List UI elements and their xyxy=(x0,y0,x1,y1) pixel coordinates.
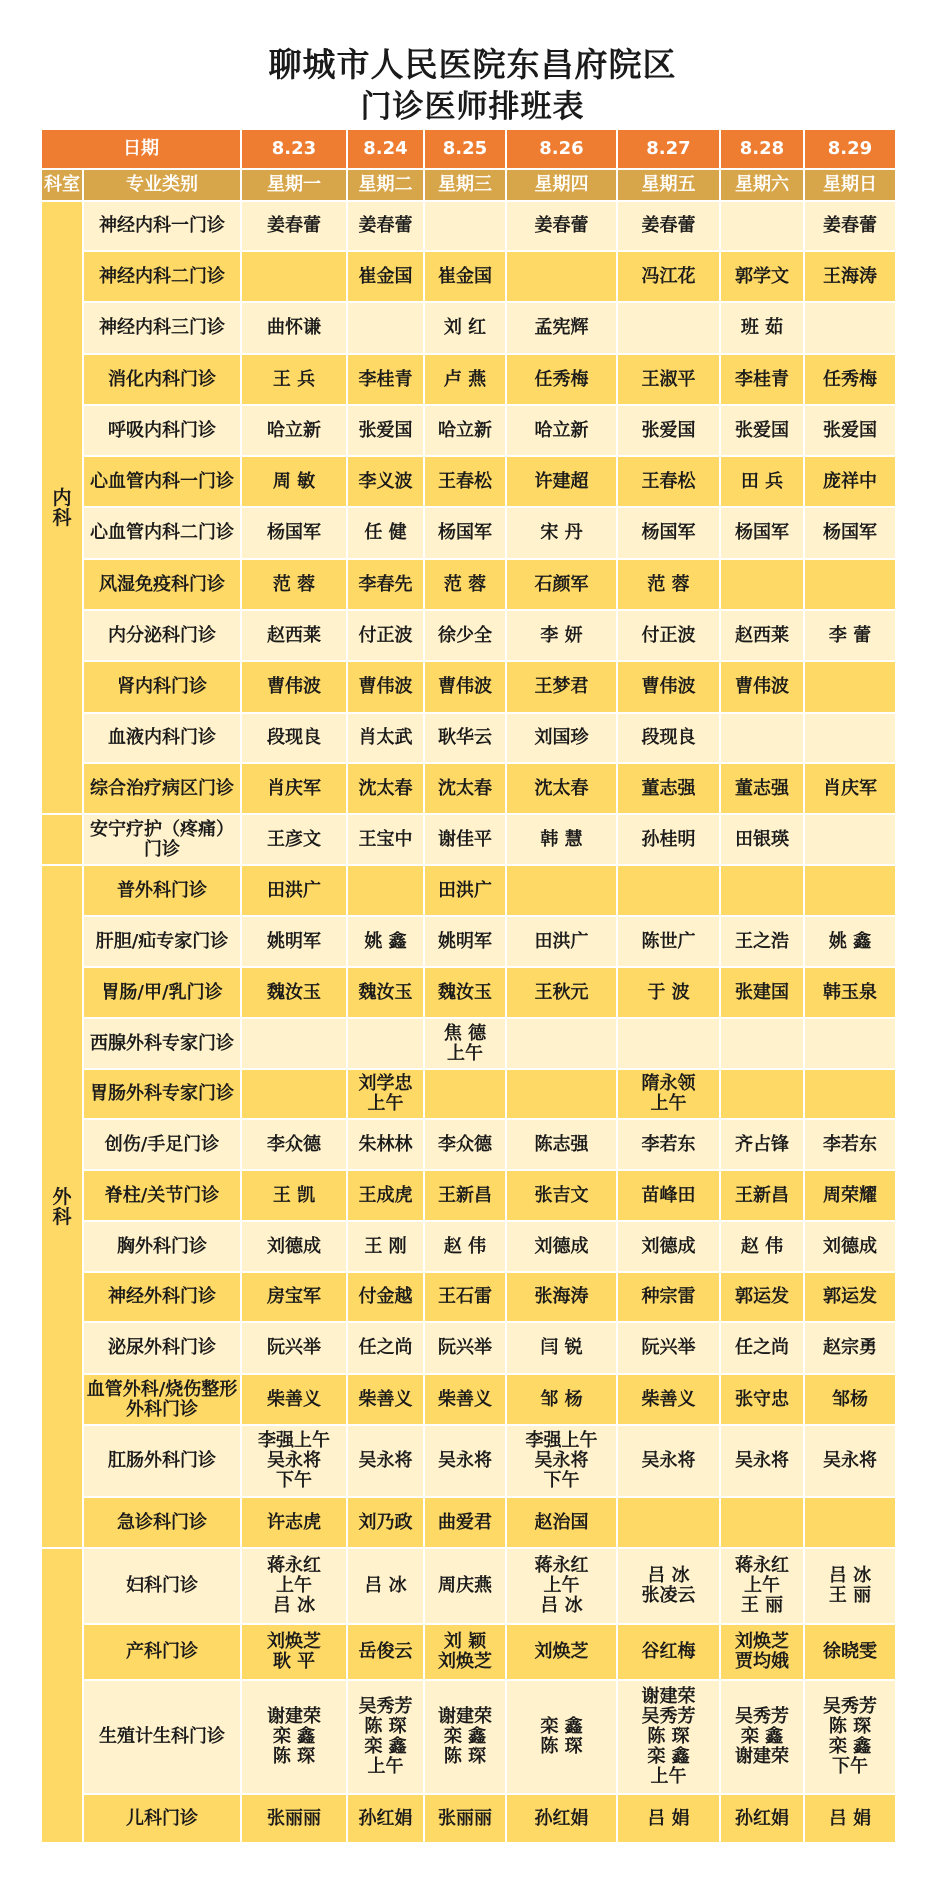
doctor-cell: 李众德 xyxy=(424,1119,506,1170)
doctor-cell: 沈太春 xyxy=(506,763,617,814)
doctor-cell: 付正波 xyxy=(347,610,424,661)
doctor-cell: 郭运发 xyxy=(804,1272,896,1322)
doctor-cell: 谢建荣 栾 鑫 陈 琛 xyxy=(424,1680,506,1794)
doctor-cell: 沈太春 xyxy=(424,763,506,814)
doctor-cell xyxy=(506,865,617,916)
doctor-cell: 张守忠 xyxy=(720,1374,804,1425)
doctor-cell: 王之浩 xyxy=(720,916,804,967)
schedule-row xyxy=(41,1069,896,1119)
schedule-row xyxy=(41,814,896,865)
doctor-cell: 吕 冰 张凌云 xyxy=(617,1548,720,1624)
doctor-cell xyxy=(720,713,804,763)
doctor-cell: 范 蓉 xyxy=(241,559,347,610)
doctor-cell: 许志虎 xyxy=(241,1497,347,1548)
doctor-cell: 杨国军 xyxy=(720,507,804,559)
doctor-cell: 姚明军 xyxy=(424,916,506,967)
doctor-cell xyxy=(506,1069,617,1119)
doctor-cell xyxy=(720,559,804,610)
doctor-cell: 哈立新 xyxy=(241,405,347,456)
doctor-cell: 哈立新 xyxy=(424,405,506,456)
doctor-cell: 周荣耀 xyxy=(804,1170,896,1221)
spec-header: 专业类别 xyxy=(83,169,241,201)
specialty-cell: 神经内科三门诊 xyxy=(83,302,241,354)
doctor-cell: 赵 伟 xyxy=(424,1221,506,1272)
weekday-cell: 星期二 xyxy=(347,169,424,201)
doctor-cell: 曲爱君 xyxy=(424,1497,506,1548)
weekday-cell: 星期四 xyxy=(506,169,617,201)
specialty-cell: 神经外科门诊 xyxy=(83,1272,241,1322)
specialty-cell: 产科门诊 xyxy=(83,1624,241,1680)
doctor-cell: 庞祥中 xyxy=(804,456,896,507)
specialty-cell: 肾内科门诊 xyxy=(83,661,241,713)
doctor-cell xyxy=(804,814,896,865)
doctor-cell xyxy=(804,713,896,763)
doctor-cell: 吴永将 xyxy=(424,1425,506,1497)
doctor-cell: 周庆燕 xyxy=(424,1548,506,1624)
doctor-cell: 孙桂明 xyxy=(617,814,720,865)
doctor-cell: 徐少全 xyxy=(424,610,506,661)
doctor-cell: 耿华云 xyxy=(424,713,506,763)
weekday-cell: 星期五 xyxy=(617,169,720,201)
date-header-row xyxy=(41,129,896,169)
specialty-cell: 神经内科二门诊 xyxy=(83,251,241,302)
specialty-cell: 综合治疗病区门诊 xyxy=(83,763,241,814)
doctor-cell: 任秀梅 xyxy=(804,354,896,405)
doctor-cell: 姚 鑫 xyxy=(347,916,424,967)
doctor-cell: 隋永领 上午 xyxy=(617,1069,720,1119)
doctor-cell: 任之尚 xyxy=(720,1322,804,1374)
doctor-cell: 刘 颖 刘焕芝 xyxy=(424,1624,506,1680)
specialty-cell: 普外科门诊 xyxy=(83,865,241,916)
doctor-cell: 肖庆军 xyxy=(241,763,347,814)
doctor-cell: 栾 鑫 陈 琛 xyxy=(506,1680,617,1794)
schedule-row xyxy=(41,1497,896,1548)
doctor-cell: 董志强 xyxy=(617,763,720,814)
doctor-cell: 张爱国 xyxy=(720,405,804,456)
doctor-cell: 王海涛 xyxy=(804,251,896,302)
specialty-cell: 急诊科门诊 xyxy=(83,1497,241,1548)
doctor-cell: 吴秀芳 栾 鑫 谢建荣 xyxy=(720,1680,804,1794)
doctor-cell: 吴永将 xyxy=(720,1425,804,1497)
doctor-cell: 王春松 xyxy=(424,456,506,507)
doctor-cell xyxy=(617,302,720,354)
schedule-row xyxy=(41,865,896,916)
doctor-cell: 吕 娟 xyxy=(804,1794,896,1843)
doctor-cell xyxy=(241,251,347,302)
weekday-cell: 星期三 xyxy=(424,169,506,201)
doctor-cell xyxy=(804,1069,896,1119)
schedule-row xyxy=(41,302,896,354)
doctor-cell: 朱林林 xyxy=(347,1119,424,1170)
schedule-row xyxy=(41,763,896,814)
doctor-cell: 刘 红 xyxy=(424,302,506,354)
schedule-row xyxy=(41,1221,896,1272)
doctor-cell: 刘焕芝 xyxy=(506,1624,617,1680)
doctor-cell: 孙红娟 xyxy=(347,1794,424,1843)
specialty-cell: 脊柱/关节门诊 xyxy=(83,1170,241,1221)
doctor-cell: 任之尚 xyxy=(347,1322,424,1374)
doctor-cell: 柴善义 xyxy=(424,1374,506,1425)
doctor-cell: 杨国军 xyxy=(241,507,347,559)
doctor-cell: 曹伟波 xyxy=(424,661,506,713)
schedule-row xyxy=(41,1548,896,1624)
doctor-cell: 吴秀芳 陈 琛 栾 鑫 下午 xyxy=(804,1680,896,1794)
doctor-cell: 张爱国 xyxy=(804,405,896,456)
weekday-cell: 星期一 xyxy=(241,169,347,201)
doctor-cell: 阮兴举 xyxy=(241,1322,347,1374)
doctor-cell: 姜春蕾 xyxy=(347,201,424,251)
doctor-cell: 宋 丹 xyxy=(506,507,617,559)
doctor-cell: 王成虎 xyxy=(347,1170,424,1221)
doctor-cell: 孙红娟 xyxy=(720,1794,804,1843)
doctor-cell: 周 敏 xyxy=(241,456,347,507)
schedule-row xyxy=(41,967,896,1018)
doctor-cell: 张海涛 xyxy=(506,1272,617,1322)
doctor-cell: 王彦文 xyxy=(241,814,347,865)
schedule-table xyxy=(40,128,897,1844)
doctor-cell: 李春先 xyxy=(347,559,424,610)
doctor-cell: 曹伟波 xyxy=(241,661,347,713)
doctor-cell: 李义波 xyxy=(347,456,424,507)
doctor-cell: 韩玉泉 xyxy=(804,967,896,1018)
dept-cell xyxy=(41,1548,83,1843)
doctor-cell: 赵西莱 xyxy=(720,610,804,661)
date-cell: 8.25 xyxy=(424,129,506,169)
doctor-cell: 王石雷 xyxy=(424,1272,506,1322)
doctor-cell: 吕 娟 xyxy=(617,1794,720,1843)
doctor-cell: 沈太春 xyxy=(347,763,424,814)
doctor-cell: 谢佳平 xyxy=(424,814,506,865)
specialty-cell: 风湿免疫科门诊 xyxy=(83,559,241,610)
specialty-cell: 泌尿外科门诊 xyxy=(83,1322,241,1374)
doctor-cell: 田银瑛 xyxy=(720,814,804,865)
schedule-row xyxy=(41,354,896,405)
doctor-cell: 李 蕾 xyxy=(804,610,896,661)
specialty-cell: 心血管内科一门诊 xyxy=(83,456,241,507)
doctor-cell: 张丽丽 xyxy=(241,1794,347,1843)
doctor-cell: 张爱国 xyxy=(617,405,720,456)
doctor-cell: 许建超 xyxy=(506,456,617,507)
doctor-cell: 苗峰田 xyxy=(617,1170,720,1221)
doctor-cell xyxy=(720,201,804,251)
date-cell: 8.23 xyxy=(241,129,347,169)
doctor-cell: 赵 伟 xyxy=(720,1221,804,1272)
doctor-cell: 班 茹 xyxy=(720,302,804,354)
doctor-cell: 曲怀谦 xyxy=(241,302,347,354)
schedule-row xyxy=(41,456,896,507)
doctor-cell: 卢 燕 xyxy=(424,354,506,405)
specialty-cell: 神经内科一门诊 xyxy=(83,201,241,251)
doctor-cell: 孙红娟 xyxy=(506,1794,617,1843)
doctor-cell: 赵西莱 xyxy=(241,610,347,661)
doctor-cell: 付金越 xyxy=(347,1272,424,1322)
weekday-header-row xyxy=(41,169,896,201)
doctor-cell: 魏汝玉 xyxy=(424,967,506,1018)
doctor-cell: 焦 德 上午 xyxy=(424,1018,506,1069)
doctor-cell: 崔金国 xyxy=(424,251,506,302)
doctor-cell: 王秋元 xyxy=(506,967,617,1018)
schedule-row xyxy=(41,1018,896,1069)
doctor-cell: 杨国军 xyxy=(424,507,506,559)
doctor-cell: 柴善义 xyxy=(347,1374,424,1425)
doctor-cell: 王梦君 xyxy=(506,661,617,713)
doctor-cell: 柴善义 xyxy=(241,1374,347,1425)
doctor-cell: 李若东 xyxy=(617,1119,720,1170)
doctor-cell: 张建国 xyxy=(720,967,804,1018)
doctor-cell: 张吉文 xyxy=(506,1170,617,1221)
doctor-cell: 吴永将 xyxy=(617,1425,720,1497)
date-cell: 8.27 xyxy=(617,129,720,169)
doctor-cell xyxy=(720,1069,804,1119)
specialty-cell: 生殖计生科门诊 xyxy=(83,1680,241,1794)
schedule-row xyxy=(41,661,896,713)
doctor-cell: 董志强 xyxy=(720,763,804,814)
schedule-row xyxy=(41,251,896,302)
doctor-cell xyxy=(804,1497,896,1548)
doctor-cell: 田洪广 xyxy=(241,865,347,916)
doctor-cell: 赵治国 xyxy=(506,1497,617,1548)
doctor-cell: 冯江花 xyxy=(617,251,720,302)
doctor-cell: 李强上午 吴永将 下午 xyxy=(506,1425,617,1497)
doctor-cell: 陈世广 xyxy=(617,916,720,967)
doctor-cell: 李桂青 xyxy=(720,354,804,405)
doctor-cell: 刘德成 xyxy=(241,1221,347,1272)
doctor-cell: 石颜军 xyxy=(506,559,617,610)
doctor-cell: 种宗雷 xyxy=(617,1272,720,1322)
doctor-cell xyxy=(506,251,617,302)
doctor-cell xyxy=(720,1018,804,1069)
doctor-cell: 蒋永红 上午 王 丽 xyxy=(720,1548,804,1624)
doctor-cell xyxy=(720,1497,804,1548)
doctor-cell: 柴善义 xyxy=(617,1374,720,1425)
doctor-cell: 曹伟波 xyxy=(617,661,720,713)
doctor-cell: 吕 冰 王 丽 xyxy=(804,1548,896,1624)
doctor-cell xyxy=(804,302,896,354)
schedule-row xyxy=(41,1322,896,1374)
doctor-cell: 陈志强 xyxy=(506,1119,617,1170)
specialty-cell: 妇科门诊 xyxy=(83,1548,241,1624)
schedule-row xyxy=(41,1170,896,1221)
doctor-cell: 李 妍 xyxy=(506,610,617,661)
doctor-cell: 姜春蕾 xyxy=(506,201,617,251)
schedule-row xyxy=(41,916,896,967)
weekday-cell: 星期六 xyxy=(720,169,804,201)
doctor-cell: 刘德成 xyxy=(506,1221,617,1272)
doctor-cell: 吴永将 xyxy=(347,1425,424,1497)
doctor-cell: 邹杨 xyxy=(804,1374,896,1425)
schedule-row xyxy=(41,559,896,610)
doctor-cell: 曹伟波 xyxy=(720,661,804,713)
doctor-cell: 吕 冰 xyxy=(347,1548,424,1624)
doctor-cell: 郭学文 xyxy=(720,251,804,302)
doctor-cell xyxy=(804,1018,896,1069)
title-block xyxy=(0,0,945,128)
specialty-cell: 胃肠外科专家门诊 xyxy=(83,1069,241,1119)
doctor-cell: 于 波 xyxy=(617,967,720,1018)
schedule-row xyxy=(41,1794,896,1843)
doctor-cell xyxy=(506,1018,617,1069)
doctor-cell xyxy=(424,201,506,251)
doctor-cell: 阮兴举 xyxy=(424,1322,506,1374)
doctor-cell: 邹 杨 xyxy=(506,1374,617,1425)
doctor-cell: 王新昌 xyxy=(424,1170,506,1221)
doctor-cell: 付正波 xyxy=(617,610,720,661)
schedule-row xyxy=(41,1119,896,1170)
doctor-cell: 田洪广 xyxy=(506,916,617,967)
doctor-cell: 阮兴举 xyxy=(617,1322,720,1374)
schedule-row xyxy=(41,201,896,251)
doctor-cell: 段现良 xyxy=(241,713,347,763)
specialty-cell: 血管外科/烧伤整形外科门诊 xyxy=(83,1374,241,1425)
doctor-cell: 刘焕芝 贾均娥 xyxy=(720,1624,804,1680)
doctor-cell: 段现良 xyxy=(617,713,720,763)
doctor-cell xyxy=(347,1018,424,1069)
doctor-cell: 王宝中 xyxy=(347,814,424,865)
doctor-cell: 吴永将 xyxy=(804,1425,896,1497)
doctor-cell: 任 健 xyxy=(347,507,424,559)
specialty-cell: 胃肠/甲/乳门诊 xyxy=(83,967,241,1018)
doctor-cell: 魏汝玉 xyxy=(347,967,424,1018)
doctor-cell: 王新昌 xyxy=(720,1170,804,1221)
doctor-cell: 王春松 xyxy=(617,456,720,507)
doctor-cell: 任秀梅 xyxy=(506,354,617,405)
schedule-row xyxy=(41,1425,896,1497)
doctor-cell: 王淑平 xyxy=(617,354,720,405)
doctor-cell: 孟宪辉 xyxy=(506,302,617,354)
specialty-cell: 血液内科门诊 xyxy=(83,713,241,763)
specialty-cell: 肝胆/疝专家门诊 xyxy=(83,916,241,967)
doctor-cell: 谢建荣 吴秀芳 陈 琛 栾 鑫 上午 xyxy=(617,1680,720,1794)
doctor-cell: 蒋永红 上午 吕 冰 xyxy=(241,1548,347,1624)
doctor-cell: 曹伟波 xyxy=(347,661,424,713)
dept-cell: 内科 xyxy=(41,201,83,814)
date-cell: 8.29 xyxy=(804,129,896,169)
doctor-cell xyxy=(347,865,424,916)
doctor-cell xyxy=(424,1069,506,1119)
doctor-cell xyxy=(241,1018,347,1069)
doctor-cell: 张丽丽 xyxy=(424,1794,506,1843)
doctor-cell xyxy=(347,302,424,354)
doctor-cell xyxy=(804,865,896,916)
schedule-row xyxy=(41,713,896,763)
doctor-cell: 杨国军 xyxy=(617,507,720,559)
doctor-cell: 范 蓉 xyxy=(424,559,506,610)
doctor-cell xyxy=(804,661,896,713)
schedule-row xyxy=(41,507,896,559)
specialty-cell: 内分泌科门诊 xyxy=(83,610,241,661)
schedule-row xyxy=(41,1374,896,1425)
doctor-cell: 谷红梅 xyxy=(617,1624,720,1680)
doctor-cell: 蒋永红 上午 吕 冰 xyxy=(506,1548,617,1624)
doctor-cell xyxy=(617,1497,720,1548)
specialty-cell: 儿科门诊 xyxy=(83,1794,241,1843)
date-cell: 8.26 xyxy=(506,129,617,169)
doctor-cell: 王 凯 xyxy=(241,1170,347,1221)
date-cell: 8.24 xyxy=(347,129,424,169)
doctor-cell: 岳俊云 xyxy=(347,1624,424,1680)
doctor-cell: 杨国军 xyxy=(804,507,896,559)
doctor-cell: 李众德 xyxy=(241,1119,347,1170)
doctor-cell: 刘焕芝 耿 平 xyxy=(241,1624,347,1680)
doctor-cell: 王 兵 xyxy=(241,354,347,405)
doctor-cell: 姚明军 xyxy=(241,916,347,967)
doctor-cell: 范 蓉 xyxy=(617,559,720,610)
doctor-cell: 谢建荣 栾 鑫 陈 琛 xyxy=(241,1680,347,1794)
specialty-cell: 创伤/手足门诊 xyxy=(83,1119,241,1170)
doctor-cell: 赵宗勇 xyxy=(804,1322,896,1374)
specialty-cell: 西腺外科专家门诊 xyxy=(83,1018,241,1069)
doctor-cell: 肖庆军 xyxy=(804,763,896,814)
specialty-cell: 心血管内科二门诊 xyxy=(83,507,241,559)
doctor-cell: 闫 锐 xyxy=(506,1322,617,1374)
doctor-cell: 姜春蕾 xyxy=(241,201,347,251)
doctor-cell: 房宝军 xyxy=(241,1272,347,1322)
date-label: 日期 xyxy=(41,129,241,169)
doctor-cell: 李强上午 吴永将 下午 xyxy=(241,1425,347,1497)
doctor-cell: 刘国珍 xyxy=(506,713,617,763)
doctor-cell: 崔金国 xyxy=(347,251,424,302)
specialty-cell: 肛肠外科门诊 xyxy=(83,1425,241,1497)
doctor-cell: 肖太武 xyxy=(347,713,424,763)
doctor-cell xyxy=(617,1018,720,1069)
doctor-cell: 哈立新 xyxy=(506,405,617,456)
schedule-row xyxy=(41,610,896,661)
doctor-cell: 刘德成 xyxy=(804,1221,896,1272)
doctor-cell: 吴秀芳 陈 琛 栾 鑫 上午 xyxy=(347,1680,424,1794)
doctor-cell: 张爱国 xyxy=(347,405,424,456)
doctor-cell: 姚 鑫 xyxy=(804,916,896,967)
page-title: 聊城市人民医院东昌府院区 xyxy=(268,45,677,84)
specialty-cell: 呼吸内科门诊 xyxy=(83,405,241,456)
specialty-cell: 胸外科门诊 xyxy=(83,1221,241,1272)
doctor-cell: 姜春蕾 xyxy=(804,201,896,251)
weekday-cell: 星期日 xyxy=(804,169,896,201)
doctor-cell: 李若东 xyxy=(804,1119,896,1170)
doctor-cell: 李桂青 xyxy=(347,354,424,405)
doctor-cell: 王 刚 xyxy=(347,1221,424,1272)
dept-cell xyxy=(41,814,83,865)
doctor-cell: 徐晓雯 xyxy=(804,1624,896,1680)
doctor-cell: 齐占锋 xyxy=(720,1119,804,1170)
dept-header: 科室 xyxy=(41,169,83,201)
doctor-cell: 刘学忠 上午 xyxy=(347,1069,424,1119)
doctor-cell xyxy=(617,865,720,916)
doctor-cell: 刘乃政 xyxy=(347,1497,424,1548)
specialty-cell: 安宁疗护（疼痛）门诊 xyxy=(83,814,241,865)
doctor-cell xyxy=(804,559,896,610)
dept-cell: 外科 xyxy=(41,865,83,1548)
specialty-cell: 消化内科门诊 xyxy=(83,354,241,405)
page-subtitle: 门诊医师排班表 xyxy=(360,89,585,125)
doctor-cell xyxy=(241,1069,347,1119)
doctor-cell: 田洪广 xyxy=(424,865,506,916)
schedule-row xyxy=(41,1624,896,1680)
doctor-cell: 姜春蕾 xyxy=(617,201,720,251)
date-cell: 8.28 xyxy=(720,129,804,169)
schedule-row xyxy=(41,1680,896,1794)
doctor-cell: 田 兵 xyxy=(720,456,804,507)
doctor-cell xyxy=(720,865,804,916)
doctor-cell: 郭运发 xyxy=(720,1272,804,1322)
doctor-cell: 韩 慧 xyxy=(506,814,617,865)
schedule-row xyxy=(41,405,896,456)
doctor-cell: 魏汝玉 xyxy=(241,967,347,1018)
doctor-cell: 刘德成 xyxy=(617,1221,720,1272)
schedule-row xyxy=(41,1272,896,1322)
